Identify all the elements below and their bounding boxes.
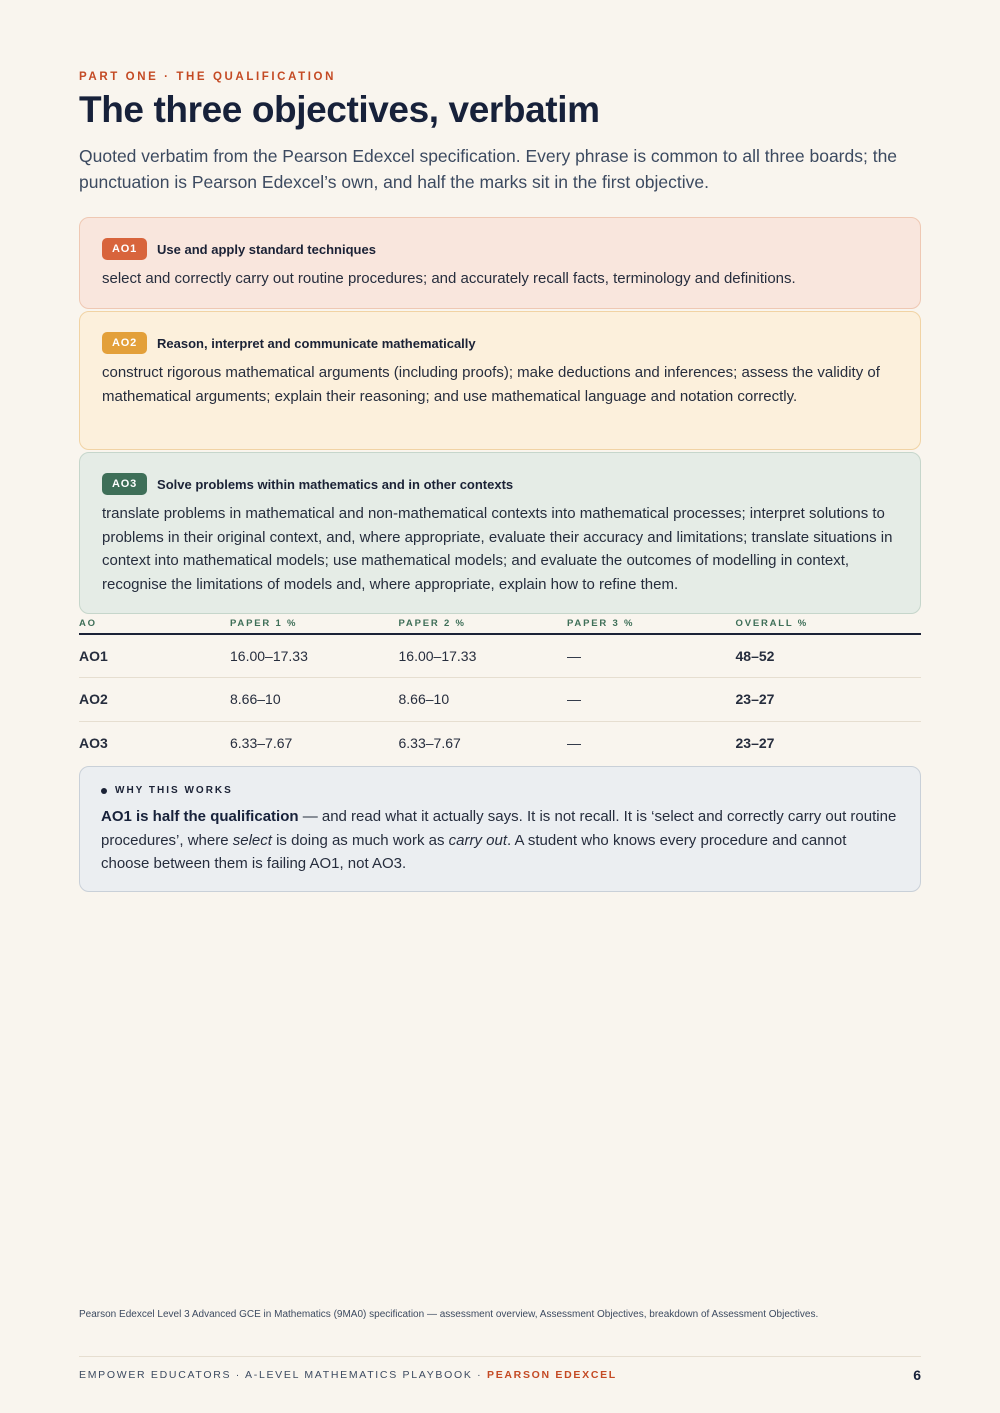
footer-divider bbox=[79, 1356, 921, 1357]
table-cell: AO1 bbox=[79, 634, 230, 678]
table-row bbox=[79, 634, 921, 678]
why-text-3: . A student who knows every procedure and cannot choose between them is failing AO1, not AO3. bbox=[101, 831, 847, 873]
ao1-heading: Use and apply standard techniques bbox=[157, 241, 376, 257]
page-lede: Quoted verbatim from the Pearson Edexcel specification. Every phrase is common to all three boards; the punctuation is Pearson Edexcel’s own, and half the marks sit in the first objective. bbox=[79, 146, 898, 192]
table-cell: 8.66–10 bbox=[399, 678, 568, 722]
table-row bbox=[79, 678, 921, 722]
why-text-2: is doing as much work as bbox=[271, 831, 449, 849]
ao2-card bbox=[79, 311, 921, 450]
ao2-header bbox=[102, 332, 898, 354]
footer-running-title bbox=[79, 1369, 617, 1381]
table-cell: AO3 bbox=[79, 735, 108, 751]
table-cell: 16.00–17.33 bbox=[399, 634, 568, 678]
ao-weighting-table bbox=[79, 614, 921, 765]
ao1-card bbox=[79, 217, 921, 309]
ao3-header bbox=[102, 473, 898, 495]
footer-board: PEARSON EDEXCEL bbox=[486, 1369, 617, 1381]
why-this-works-callout bbox=[79, 766, 921, 892]
column-header: PAPER 3 % bbox=[567, 614, 736, 634]
bullet-dot-icon bbox=[101, 788, 107, 794]
ao3-body: translate problems in mathematical and non-mathematical contexts into mathematical processes; interpret solutions to problems in their original context, and, where appropriate, evaluate their accuracy and limitations; translate situations in context into mathematical models; use mathematical models; and evaluate the outcomes of modelling in context, recognise the limitations of models and, where appropriate, explain how to refine them. bbox=[102, 505, 893, 593]
ao3-heading: Solve problems within mathematics and in other contexts bbox=[157, 476, 514, 492]
why-label bbox=[101, 785, 898, 796]
why-label-text: WHY THIS WORKS bbox=[115, 785, 233, 796]
page-number: 6 bbox=[913, 1367, 921, 1383]
ao3-card bbox=[79, 452, 921, 614]
ao1-body: select and correctly carry out routine procedures; and accurately recall facts, terminology and definitions. bbox=[102, 270, 796, 287]
source-citation: Pearson Edexcel Level 3 Advanced GCE in Mathematics (9MA0) specification — assessment overview, Assessment Objectives, breakdown of Assessment Objectives. bbox=[79, 1309, 819, 1320]
table-cell: — bbox=[567, 735, 581, 751]
table-cell: 23–27 bbox=[736, 678, 922, 722]
table-cell: — bbox=[567, 678, 736, 722]
table-cell: 48–52 bbox=[736, 634, 922, 678]
column-header: AO bbox=[79, 614, 230, 634]
ao1-header bbox=[102, 238, 898, 260]
ao1-tag: AO1 bbox=[102, 238, 147, 260]
ao2-tag: AO2 bbox=[102, 332, 147, 354]
ao2-heading: Reason, interpret and communicate mathematically bbox=[157, 335, 476, 351]
table-row bbox=[79, 721, 921, 765]
column-header: PAPER 1 % bbox=[230, 614, 399, 634]
column-header: OVERALL % bbox=[736, 614, 922, 634]
why-lead: AO1 is half the qualification bbox=[101, 808, 299, 825]
table-cell: 6.33–7.67 bbox=[230, 735, 293, 751]
why-em-2: carry out bbox=[448, 831, 508, 849]
footer-series: EMPOWER EDUCATORS · A-LEVEL MATHEMATICS PLAYBOOK · bbox=[79, 1369, 487, 1381]
why-em-1: select bbox=[232, 831, 272, 849]
why-text-1: — and read what it actually says. It is not recall. It is ‘select and correctly carry out routine procedures’, where bbox=[101, 808, 897, 849]
table-cell: — bbox=[567, 634, 736, 678]
table-cell: 23–27 bbox=[735, 735, 775, 751]
ao3-tag: AO3 bbox=[102, 473, 147, 495]
table-cell: 16.00–17.33 bbox=[230, 634, 399, 678]
section-eyebrow: PART ONE · THE QUALIFICATION bbox=[79, 71, 337, 83]
why-body bbox=[101, 805, 898, 876]
column-header: PAPER 2 % bbox=[399, 614, 568, 634]
table-cell: AO2 bbox=[79, 678, 230, 722]
ao2-body: construct rigorous mathematical arguments (including proofs); make deductions and inferences; assess the validity of mathematical arguments; explain their reasoning; and use mathematical language and notation correctly. bbox=[102, 364, 880, 405]
table-cell: 6.33–7.67 bbox=[398, 735, 461, 751]
table-cell: 8.66–10 bbox=[230, 678, 399, 722]
table-header-row bbox=[79, 614, 921, 634]
page-footer bbox=[79, 1367, 921, 1383]
page-title: The three objectives, verbatim bbox=[79, 89, 600, 130]
